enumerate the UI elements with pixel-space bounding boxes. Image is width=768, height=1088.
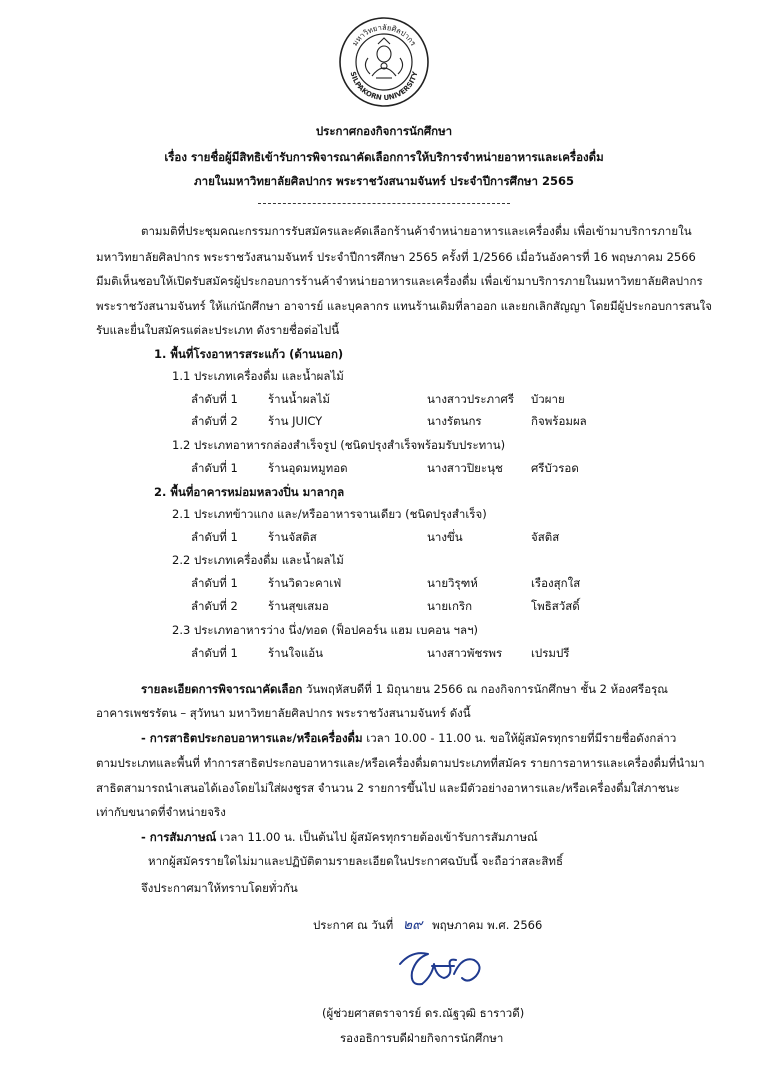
owner-surname: เปรมปรี [531, 646, 570, 660]
seal-text-top: มหาวิทยาลัยศิลปากร [350, 22, 418, 48]
row-number: ลำดับที่ 1 [191, 646, 238, 660]
intro-line: มีมติเห็นชอบให้เปิดรับสมัครผู้ประกอบการร้านค้าจำหน่ายอาหารและเครื่องดื่ม เพื่อเข้ามาบริการภายในมหาวิทยาลัยศิลปากร [96, 274, 703, 288]
interview-line-1 [141, 829, 538, 845]
owner-name: นางสาวปิยะนุช [427, 461, 503, 475]
demo-line: ตามประเภทและพื้นที่ ทำการสาธิตประกอบอาหารและ/หรือเครื่องดื่มตามประเภทที่สมัคร รายการอาหารและเครื่องดื่มที่นำมา [96, 756, 705, 770]
shop-name: ร้านจัสติส [268, 530, 317, 544]
owner-name: นางรัตนกร [427, 414, 482, 428]
owner-surname: กิจพร้อมผล [531, 414, 587, 428]
closing-text: จึงประกาศมาให้ทราบโดยทั่วกัน [141, 881, 298, 895]
owner-name: นายวิรุฑห์ [427, 576, 478, 590]
subject-line-1: เรื่อง รายชื่อผู้มีสิทธิเข้ารับการพิจารณาคัดเลือกการให้บริการจำหน่ายอาหารและเครื่องดื่ม [164, 150, 604, 164]
interview-rest: เวลา 11.00 น. เป็นต้นไป ผู้สมัครทุกรายต้องเข้ารับการสัมภาษณ์ [216, 830, 538, 844]
owner-name: นางสาวประภาศรี [427, 392, 515, 406]
svg-text:มหาวิทยาลัยศิลปากร [350, 23, 418, 47]
intro-line: ตามมติที่ประชุมคณะกรรมการรับสมัครและคัดเลือกร้านค้าจำหน่ายอาหารและเครื่องดื่ม เพื่อเข้ามาบริการภายใน [141, 224, 692, 238]
announce-date [313, 917, 542, 933]
details-line-2: อาคารเพชรรัตน – สุวัทนา มหาวิทยาลัยศิลปากร พระราชวังสนามจันทร์ ดังนี้ [96, 706, 471, 720]
shop-name: ร้าน JUICY [268, 414, 323, 428]
owner-surname: บัวผาย [531, 392, 565, 406]
shop-name: ร้านสุขเสมอ [268, 599, 329, 613]
shop-name: ร้านอุดมหมูทอด [268, 461, 348, 475]
intro-line: พระราชวังสนามจันทร์ ให้แก่นักศึกษา อาจารย์ และบุคลากร แทนร้านเดิมที่ลาออก และยกเลิกสัญญา โดยมีผู้ประกอบการสนใจ [96, 299, 712, 313]
area2-title: 2. พื้นที่อาคารหม่อมหลวงปิ่น มาลากุล [154, 485, 345, 499]
demo-rest: เวลา 10.00 - 11.00 น. ขอให้ผู้สมัครทุกรายที่มีรายชื่อดังกล่าว [362, 731, 677, 745]
intro-line: มหาวิทยาลัยศิลปากร พระราชวังสนามจันทร์ ประจำปีการศึกษา 2565 ครั้งที่ 1/2566 เมื่อวันอังคารที่ 16 พฤษภาคม 2566 [96, 250, 696, 264]
shop-name: ร้านใจแอ้น [268, 646, 324, 660]
area1-sub2-title: 1.2 ประเภทอาหารกล่องสำเร็จรูป (ชนิดปรุงสำเร็จพร้อมรับประทาน) [172, 438, 506, 452]
details-line-1 [141, 681, 668, 697]
signer-position: รองอธิการบดีฝ่ายกิจการนักศึกษา [340, 1031, 504, 1045]
header-divider [258, 203, 510, 204]
demo-line: สาธิตสามารถนำเสนอได้เองโดยไม่ใส่ผงชูรส จำนวน 2 รายการขึ้นไป และมีตัวอย่างอาหารและ/หรือเครื่องดื่มใส่ภาชนะ [96, 781, 680, 795]
owner-surname: จัสติส [531, 530, 560, 544]
announce-suffix: พฤษภาคม พ.ศ. 2566 [432, 918, 543, 932]
owner-name: นายเกริก [427, 599, 473, 613]
row-number: ลำดับที่ 1 [191, 461, 238, 475]
owner-name: นางขึ่น [427, 530, 463, 544]
row-number: ลำดับที่ 1 [191, 530, 238, 544]
row-number: ลำดับที่ 1 [191, 392, 238, 406]
details-line-1-rest: วันพฤหัสบดีที่ 1 มิถุนายน 2566 ณ กองกิจการนักศึกษา ชั้น 2 ห้องศรีอรุณ [302, 682, 668, 696]
owner-surname: เรืองสุกใส [531, 576, 581, 590]
interview-line-2: หากผู้สมัครรายใดไม่มาและปฏิบัติตามรายละเอียดในประกาศฉบับนี้ จะถือว่าสละสิทธิ์ [148, 854, 563, 868]
owner-surname: ศรีบัวรอด [531, 461, 579, 475]
shop-name: ร้านวิดวะคาเฟ่ [268, 576, 342, 590]
row-number: ลำดับที่ 2 [191, 599, 238, 613]
subject-line-2: ภายในมหาวิทยาลัยศิลปากร พระราชวังสนามจันทร์ ประจำปีการศึกษา 2565 [194, 174, 574, 188]
row-number: ลำดับที่ 2 [191, 414, 238, 428]
details-label: รายละเอียดการพิจารณาคัดเลือก [141, 682, 303, 696]
demo-line-1 [141, 730, 676, 746]
intro-line: รับและยื่นใบสมัครแต่ละประเภท ดังรายชื่อต่อไปนี้ [96, 323, 340, 337]
area2-sub3-title: 2.3 ประเภทอาหารว่าง นึ่ง/ทอด (ฟ็อปคอร์น แฮม เบคอน ฯลฯ) [172, 623, 479, 637]
university-seal-logo [338, 16, 430, 108]
owner-name: นางสาวพัชรพร [427, 646, 503, 660]
row-number: ลำดับที่ 1 [191, 576, 238, 590]
area1-sub1-title: 1.1 ประเภทเครื่องดื่ม และน้ำผลไม้ [172, 369, 344, 383]
org-title: ประกาศกองกิจการนักศึกษา [315, 124, 453, 138]
demo-label: - การสาธิตประกอบอาหารและ/หรือเครื่องดื่ม [141, 731, 363, 745]
owner-surname: โพธิสวัสดิ์ [531, 599, 580, 613]
seal-text-bottom: SILPAKORN UNIVERSITY [348, 70, 420, 103]
interview-label: - การสัมภาษณ์ [141, 830, 217, 844]
area1-title: 1. พื้นที่โรงอาหารสระแก้ว (ด้านนอก) [154, 347, 344, 361]
demo-line: เท่ากับขนาดที่จำหน่ายจริง [96, 805, 226, 819]
announce-day-handwritten: ๒๙ [402, 917, 423, 933]
area2-sub1-title: 2.1 ประเภทข้าวแกง และ/หรืออาหารจานเดียว (ชนิดปรุงสำเร็จ) [172, 507, 487, 521]
signer-name: (ผู้ช่วยศาสตราจารย์ ดร.ณัฐวุฒิ ธาราวดี) [322, 1006, 525, 1020]
shop-name: ร้านน้ำผลไม้ [268, 392, 330, 406]
area2-sub2-title: 2.2 ประเภทเครื่องดื่ม และน้ำผลไม้ [172, 553, 344, 567]
announce-prefix: ประกาศ ณ วันที่ [313, 918, 394, 932]
signature-image [392, 946, 496, 994]
